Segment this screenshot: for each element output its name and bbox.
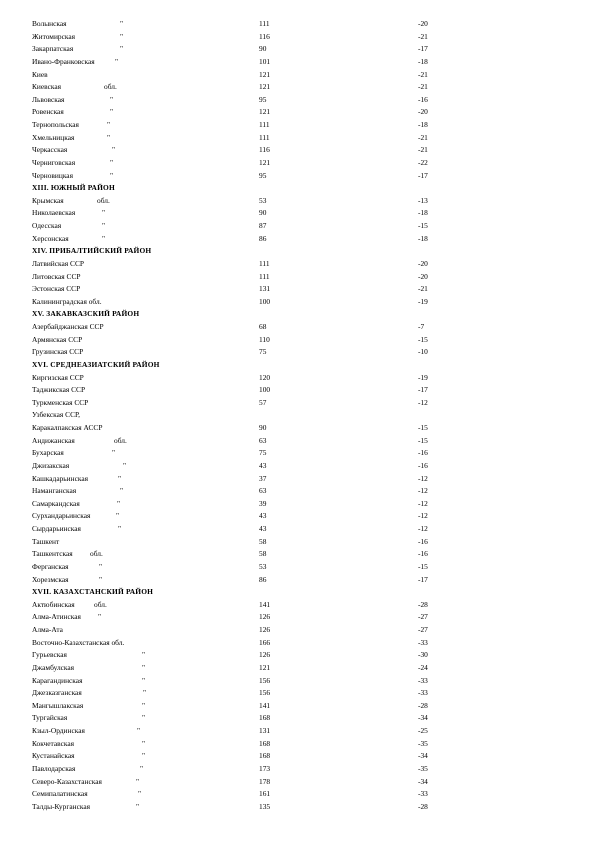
value-column-1: 121 (259, 107, 271, 117)
table-row (0, 346, 595, 359)
region-name: Волынская (32, 19, 67, 28)
value-column-1: 90 (259, 423, 267, 432)
ditto-mark: " (142, 751, 146, 761)
table-row (0, 485, 595, 498)
ditto-mark: " (138, 789, 142, 799)
ditto-mark: " (110, 107, 114, 117)
region-name: Бухарская (32, 448, 64, 458)
section-heading (0, 182, 595, 195)
ditto-mark: " (142, 713, 146, 723)
region-name: Черновицкая (32, 170, 73, 180)
ditto-mark: обл. (94, 599, 107, 609)
region-name: Кашкадарьинская (32, 473, 89, 483)
table-row (0, 18, 595, 31)
region-name: Львовская (32, 94, 65, 104)
region-name: Хорезмская (32, 574, 69, 584)
value-column-1: 111 (259, 19, 270, 28)
region-name: Самаркандская (32, 498, 80, 508)
region-name: Кокчетавская (32, 738, 75, 748)
value-column-1: 121 (259, 82, 271, 92)
region-name: Латвийская ССР (32, 258, 84, 268)
value-column-1: 100 (259, 296, 271, 306)
table-row (0, 233, 595, 246)
ditto-mark: " (142, 738, 146, 748)
ditto-mark: " (142, 650, 146, 660)
section-heading (0, 359, 595, 372)
ditto-mark: обл. (90, 549, 103, 559)
ditto-mark: " (116, 511, 120, 521)
ditto-mark: " (142, 675, 146, 685)
value-column-1: 116 (259, 145, 270, 155)
value-column-1: 87 (259, 221, 267, 230)
value-column-1: 53 (259, 561, 267, 571)
value-column-1: 121 (259, 157, 271, 167)
ditto-mark: " (112, 145, 116, 155)
value-column-2: -17 (418, 385, 428, 395)
value-column-2: -15 (418, 435, 428, 445)
region-name: Наманганская (32, 486, 77, 496)
table-row (0, 334, 595, 347)
value-column-1: 95 (259, 94, 267, 104)
value-column-1: 43 (259, 511, 267, 521)
region-name: Николаевская (32, 208, 76, 218)
value-column-1: 131 (259, 284, 271, 294)
table-row (0, 435, 595, 448)
ditto-mark: " (118, 473, 122, 483)
value-column-2: -16 (418, 448, 428, 458)
region-name: Ташкентская (32, 549, 73, 559)
table-row (0, 422, 595, 435)
value-column-1: 156 (259, 675, 271, 685)
value-column-2: -20 (418, 107, 428, 117)
value-column-1: 75 (259, 347, 267, 357)
ditto-mark: " (137, 726, 141, 735)
table-row (0, 548, 595, 561)
value-column-2: -27 (418, 612, 428, 622)
ditto-mark: " (107, 120, 111, 129)
region-name: Каракалпакская АССР (32, 423, 103, 432)
value-column-2: -24 (418, 662, 428, 672)
value-column-2: -18 (418, 56, 428, 66)
value-column-1: 116 (259, 31, 270, 41)
value-column-1: 58 (259, 549, 267, 559)
table-row (0, 662, 595, 675)
ditto-mark: " (120, 19, 124, 28)
table-row (0, 738, 595, 751)
value-column-2: -34 (418, 751, 428, 761)
value-column-2: -21 (418, 132, 428, 142)
value-column-1: 39 (259, 498, 267, 508)
value-column-1: 131 (259, 726, 271, 735)
table-row (0, 776, 595, 789)
value-column-2: -25 (418, 726, 428, 735)
value-column-2: -12 (418, 524, 428, 533)
value-column-2: -12 (418, 498, 428, 508)
region-name: Киргизская ССР (32, 372, 84, 382)
ditto-mark: " (120, 31, 124, 41)
value-column-2: -28 (418, 599, 428, 609)
section-heading (0, 308, 595, 321)
section-title: XV. ЗАКАВКАЗСКИЙ РАЙОН (32, 309, 140, 319)
value-column-1: 173 (259, 763, 271, 773)
ditto-mark: обл. (104, 82, 117, 92)
table-row (0, 132, 595, 145)
table-row (0, 397, 595, 410)
ditto-mark: " (115, 56, 119, 66)
table-row (0, 637, 595, 650)
value-column-1: 43 (259, 524, 267, 533)
table-row (0, 321, 595, 334)
region-name: Актюбинская (32, 599, 75, 609)
table-row (0, 31, 595, 44)
table-row (0, 801, 595, 814)
value-column-1: 126 (259, 625, 271, 634)
table-row (0, 725, 595, 738)
section-heading (0, 586, 595, 599)
value-column-2: -16 (418, 94, 428, 104)
table-row (0, 195, 595, 208)
value-column-1: 43 (259, 460, 267, 470)
value-column-1: 135 (259, 801, 271, 811)
table-row (0, 536, 595, 549)
table-row (0, 712, 595, 725)
value-column-2: -34 (418, 713, 428, 723)
value-column-1: 121 (259, 69, 271, 79)
region-name: Ташкент (32, 536, 60, 546)
value-column-2: -21 (418, 145, 428, 155)
region-name: Таджикская ССР (32, 385, 86, 395)
value-column-1: 126 (259, 612, 271, 622)
table-row (0, 81, 595, 94)
section-title: XIII. ЮЖНЫЙ РАЙОН (32, 183, 115, 193)
value-column-1: 101 (259, 56, 271, 66)
value-column-2: -18 (418, 233, 428, 243)
table-row (0, 94, 595, 107)
ditto-mark: " (98, 612, 102, 622)
table-row (0, 170, 595, 183)
region-name: Одесская (32, 221, 62, 230)
region-name: Киев (32, 69, 48, 79)
value-column-1: 141 (259, 599, 271, 609)
value-column-1: 90 (259, 208, 267, 218)
value-column-2: -20 (418, 271, 428, 281)
value-column-2: -19 (418, 372, 428, 382)
region-name: Черниговская (32, 157, 76, 167)
table-row (0, 523, 595, 536)
table-row (0, 207, 595, 220)
ditto-mark: " (120, 44, 124, 54)
value-column-2: -21 (418, 69, 428, 79)
ditto-mark: " (102, 233, 106, 243)
value-column-1: 168 (259, 738, 271, 748)
region-name: Ровенская (32, 107, 64, 117)
value-column-2: -28 (418, 700, 428, 710)
value-column-2: -17 (418, 574, 428, 584)
value-column-2: -16 (418, 460, 428, 470)
value-column-1: 166 (259, 637, 271, 647)
ditto-mark: " (142, 700, 146, 710)
region-name: Эстонская ССР (32, 284, 81, 294)
region-name: Узбекская ССР, (32, 410, 81, 420)
table-row (0, 498, 595, 511)
region-name: Тернопольская (32, 120, 79, 129)
value-column-2: -18 (418, 208, 428, 218)
ditto-mark: " (110, 157, 114, 167)
ditto-mark: " (107, 132, 111, 142)
region-name: Кустанайская (32, 751, 75, 761)
ditto-mark: " (110, 94, 114, 104)
region-name: Литовская ССР (32, 271, 81, 281)
region-name: Азербайджанская ССР (32, 322, 104, 331)
ditto-mark: " (120, 486, 124, 496)
region-name: Черкасская (32, 145, 68, 155)
ditto-mark: обл. (114, 435, 127, 445)
value-column-2: -17 (418, 44, 428, 54)
value-column-2: -20 (418, 258, 428, 268)
ditto-mark: " (110, 170, 114, 180)
value-column-1: 121 (259, 662, 271, 672)
table-row (0, 510, 595, 523)
table-row (0, 409, 595, 422)
section-heading (0, 245, 595, 258)
ditto-mark: " (99, 561, 103, 571)
table-row (0, 561, 595, 574)
region-name: Джизакская (32, 460, 70, 470)
region-name: Джамбулская (32, 662, 75, 672)
region-name: Армянская ССР (32, 334, 83, 344)
region-name: Грузинская ССР (32, 347, 84, 357)
table-row (0, 144, 595, 157)
table-row (0, 296, 595, 309)
region-name: Киевская (32, 82, 62, 92)
value-column-1: 126 (259, 650, 271, 660)
value-column-2: -15 (418, 334, 428, 344)
value-column-1: 75 (259, 448, 267, 458)
ditto-mark: " (142, 662, 146, 672)
table-row (0, 687, 595, 700)
value-column-1: 168 (259, 713, 271, 723)
value-column-1: 90 (259, 44, 267, 54)
value-column-1: 178 (259, 776, 271, 786)
table-row (0, 372, 595, 385)
region-name: Сырдарьинская (32, 524, 81, 533)
value-column-2: -34 (418, 776, 428, 786)
table-row (0, 788, 595, 801)
region-name: Хмельницкая (32, 132, 75, 142)
value-column-2: -12 (418, 486, 428, 496)
region-name: Джезказганская (32, 688, 82, 698)
region-name: Мангышлакская (32, 700, 84, 710)
value-column-1: 63 (259, 435, 267, 445)
value-column-1: 57 (259, 397, 267, 407)
value-column-2: -33 (418, 675, 428, 685)
table-row (0, 624, 595, 637)
ditto-mark: " (117, 498, 121, 508)
region-name: Восточно-Казахстанская обл. (32, 637, 125, 647)
ditto-mark: " (118, 524, 122, 533)
value-column-1: 68 (259, 322, 267, 331)
section-title: XVII. КАЗАХСТАНСКИЙ РАЙОН (32, 587, 154, 597)
value-column-2: -17 (418, 170, 428, 180)
region-name: Туркменская ССР (32, 397, 89, 407)
value-column-1: 58 (259, 536, 267, 546)
value-column-2: -33 (418, 789, 428, 799)
region-name: Семипалатинская (32, 789, 88, 799)
ditto-mark: " (140, 763, 144, 773)
value-column-2: -12 (418, 473, 428, 483)
value-column-1: 111 (259, 271, 270, 281)
table-row (0, 460, 595, 473)
value-column-1: 110 (259, 334, 270, 344)
value-column-2: -15 (418, 221, 428, 230)
table-row (0, 700, 595, 713)
value-column-2: -21 (418, 284, 428, 294)
value-column-2: -28 (418, 801, 428, 811)
region-name: Андижанская (32, 435, 75, 445)
table-row (0, 473, 595, 486)
table-row (0, 119, 595, 132)
value-column-1: 111 (259, 258, 270, 268)
value-column-2: -35 (418, 738, 428, 748)
region-name: Ферганская (32, 561, 69, 571)
value-column-2: -13 (418, 195, 428, 205)
region-name: Калининградская обл. (32, 296, 102, 306)
value-column-2: -12 (418, 511, 428, 521)
ditto-mark: обл. (97, 195, 110, 205)
region-name: Ивано-Франковская (32, 56, 95, 66)
region-name: Тургайская (32, 713, 68, 723)
value-column-2: -35 (418, 763, 428, 773)
table-row (0, 69, 595, 82)
ditto-mark: " (102, 208, 106, 218)
value-column-1: 37 (259, 473, 267, 483)
table-row (0, 675, 595, 688)
table-row (0, 106, 595, 119)
value-column-2: -33 (418, 688, 428, 698)
region-name: Крымская (32, 195, 64, 205)
value-column-2: -21 (418, 82, 428, 92)
value-column-2: -16 (418, 549, 428, 559)
table-row (0, 271, 595, 284)
region-name: Павлодарская (32, 763, 76, 773)
value-column-1: 100 (259, 385, 271, 395)
table-row (0, 43, 595, 56)
table-row (0, 750, 595, 763)
ditto-mark: " (123, 460, 127, 470)
value-column-2: -7 (418, 322, 425, 331)
region-name: Житомирская (32, 31, 76, 41)
value-column-2: -22 (418, 157, 428, 167)
value-column-1: 86 (259, 233, 267, 243)
table-row (0, 574, 595, 587)
section-title: XIV. ПРИБАЛТИЙСКИЙ РАЙОН (32, 246, 152, 256)
table-row (0, 220, 595, 233)
ditto-mark: " (112, 448, 116, 458)
value-column-1: 168 (259, 751, 271, 761)
value-column-1: 161 (259, 789, 271, 799)
value-column-2: -27 (418, 625, 428, 634)
region-name: Сурхандарьинская (32, 511, 91, 521)
value-column-2: -18 (418, 120, 428, 129)
table-row (0, 763, 595, 776)
value-column-1: 141 (259, 700, 271, 710)
value-column-2: -19 (418, 296, 428, 306)
region-name: Гурьевская (32, 650, 67, 660)
climate-table (0, 18, 595, 813)
region-name: Талды-Курганская (32, 801, 91, 811)
value-column-1: 120 (259, 372, 271, 382)
value-column-2: -33 (418, 637, 428, 647)
value-column-1: 63 (259, 486, 267, 496)
value-column-2: -12 (418, 397, 428, 407)
ditto-mark: " (136, 801, 140, 811)
region-name: Херсонская (32, 233, 69, 243)
section-title: XVI. СРЕДНЕАЗИАТСКИЙ РАЙОН (32, 359, 160, 369)
ditto-mark: " (99, 574, 103, 584)
region-name: Северо-Казахстанская (32, 776, 102, 786)
table-row (0, 649, 595, 662)
table-row (0, 447, 595, 460)
ditto-mark: " (102, 221, 106, 230)
value-column-1: 53 (259, 195, 267, 205)
region-name: Алма-Ата (32, 625, 63, 634)
ditto-mark: " (143, 688, 147, 698)
value-column-1: 111 (259, 120, 270, 129)
value-column-1: 95 (259, 170, 267, 180)
value-column-1: 156 (259, 688, 271, 698)
table-row (0, 599, 595, 612)
value-column-2: -16 (418, 536, 428, 546)
value-column-1: 86 (259, 574, 267, 584)
value-column-2: -30 (418, 650, 428, 660)
table-row (0, 384, 595, 397)
region-name: Карагандинская (32, 675, 83, 685)
ditto-mark: " (136, 776, 140, 786)
table-row (0, 56, 595, 69)
value-column-2: -10 (418, 347, 428, 357)
region-name: Алма-Атинская (32, 612, 81, 622)
table-row (0, 611, 595, 624)
value-column-1: 111 (259, 132, 270, 142)
region-name: Кзыл-Ординская (32, 726, 85, 735)
value-column-2: -21 (418, 31, 428, 41)
value-column-2: -15 (418, 561, 428, 571)
table-row (0, 283, 595, 296)
value-column-2: -15 (418, 423, 428, 432)
region-name: Закарпатская (32, 44, 74, 54)
table-row (0, 157, 595, 170)
value-column-2: -20 (418, 19, 428, 28)
table-row (0, 258, 595, 271)
